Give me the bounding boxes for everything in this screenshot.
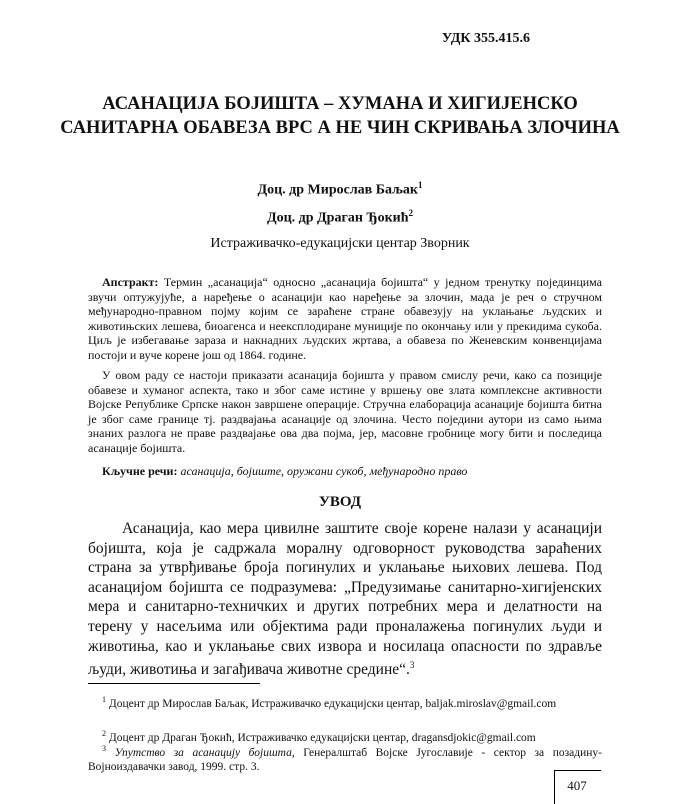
footnote-mark[interactable]: 2 [408,208,414,218]
author-2 [0,208,680,227]
footnote-number: 1 [102,695,106,704]
intro-text: Асанација, као мера цивилне заштите своје корене налази у асанацији бојишта, која је садржала моралну одговорност руководства зараћених страна за утврђивање броја погинулих и уклањање њихових лешева. Под асанацијом бојишта се подразумева: „Предузимање санитарно-хигијенских мера и санитарно-техничких и других потребних мера и делатности на терену у насељима или објектима ради проналажења погинулих људи и животиња, као и уклањање свих извора и носилаца опасности по здравље људи, животиња и загађивача животне средине“. [88,520,602,679]
footnote-number: 3 [102,744,106,753]
footnote-number: 2 [102,729,106,738]
footnote-mark[interactable]: 3 [409,660,415,671]
footnote-italic-title: Упутство за асанацију бојишта, [114,746,295,759]
author-1 [0,180,680,199]
footnote-text: Доцент др Мирослав Баљак, Истраживачко едукацијски центар, baljak.miroslav@gmail.com [108,697,557,710]
abstract-paragraph-2: У овом раду се настоји приказати асанација бојишта у правом смислу речи, како са позиције обавезе и хуманог аспекта, тако и због саме истине у вршењу ове злата комплексне активности Војске Републике Српске након завршене операције. Стручна елаборација асанације бојишта битна је због саме границе тј. раздвајања асанације од злочина. Често поједини аутори из само њима знаних разлога не праве раздвајање ова два појма, јер, масовне гробнице могу бити и последица асанације бојишта. [88,368,602,455]
keywords-label: Кључне речи: [102,464,178,478]
page-number: 407 [567,778,587,793]
abstract-paragraph-1 [88,275,602,363]
abstract-label: Апстракт: [102,275,159,289]
abstract-text: Термин „асанација“ односно „асанација бојишта“ у једном тренутку појединцима звучи оптужујуће, а наређење о асанацији као наређење за злочин, мада је реч о стручном међународно-правном појму којим се зараћене стране обавезују на уклањање људских и животињских лешева, биоагенса и неексплодиране муниције по окончању или у прекидима сукоба. Циљ је избегавање зараза и накнадних људских жртава, а обавеза по Женевским конвенцијама постоји и вуче корене још од 1864. године. [88,275,602,362]
footnote-mark[interactable]: 1 [418,180,423,190]
institution: Истраживачко-едукацијски центар Зворник [210,236,470,251]
footnote-text: Генералштаб Војске Југославије - сектор за позадину-Војноиздавачки завод, 1999. стр. 3. [88,746,602,774]
intro-paragraph [88,519,602,680]
footnote-text: Доцент др Драган Ђокић, Истраживачко едукацијски центар, dragansdjokic@gmail.com [108,731,536,744]
keywords-text: асанација, бојиште, оружани сукоб, међународно право [180,464,468,478]
udk-code: УДК 355.415.6 [441,31,530,46]
keywords [88,464,602,479]
section-heading: УВОД [318,494,362,510]
paper-title: АСАНАЦИЈА БОЈИШТА – ХУМАНА И ХИГИЈЕНСКО САНИТАРНА ОБАВЕЗА ВРС А НЕ ЧИН СКРИВАЊА ЗЛОЧИНА [60,94,620,138]
author-name: Доц. др Мирослав Баљак [257,182,418,198]
footnote-separator [88,683,260,684]
footnote-3 [88,742,602,775]
author-name: Доц. др Драган Ђокић [266,210,409,226]
footnote-1 [88,693,602,711]
